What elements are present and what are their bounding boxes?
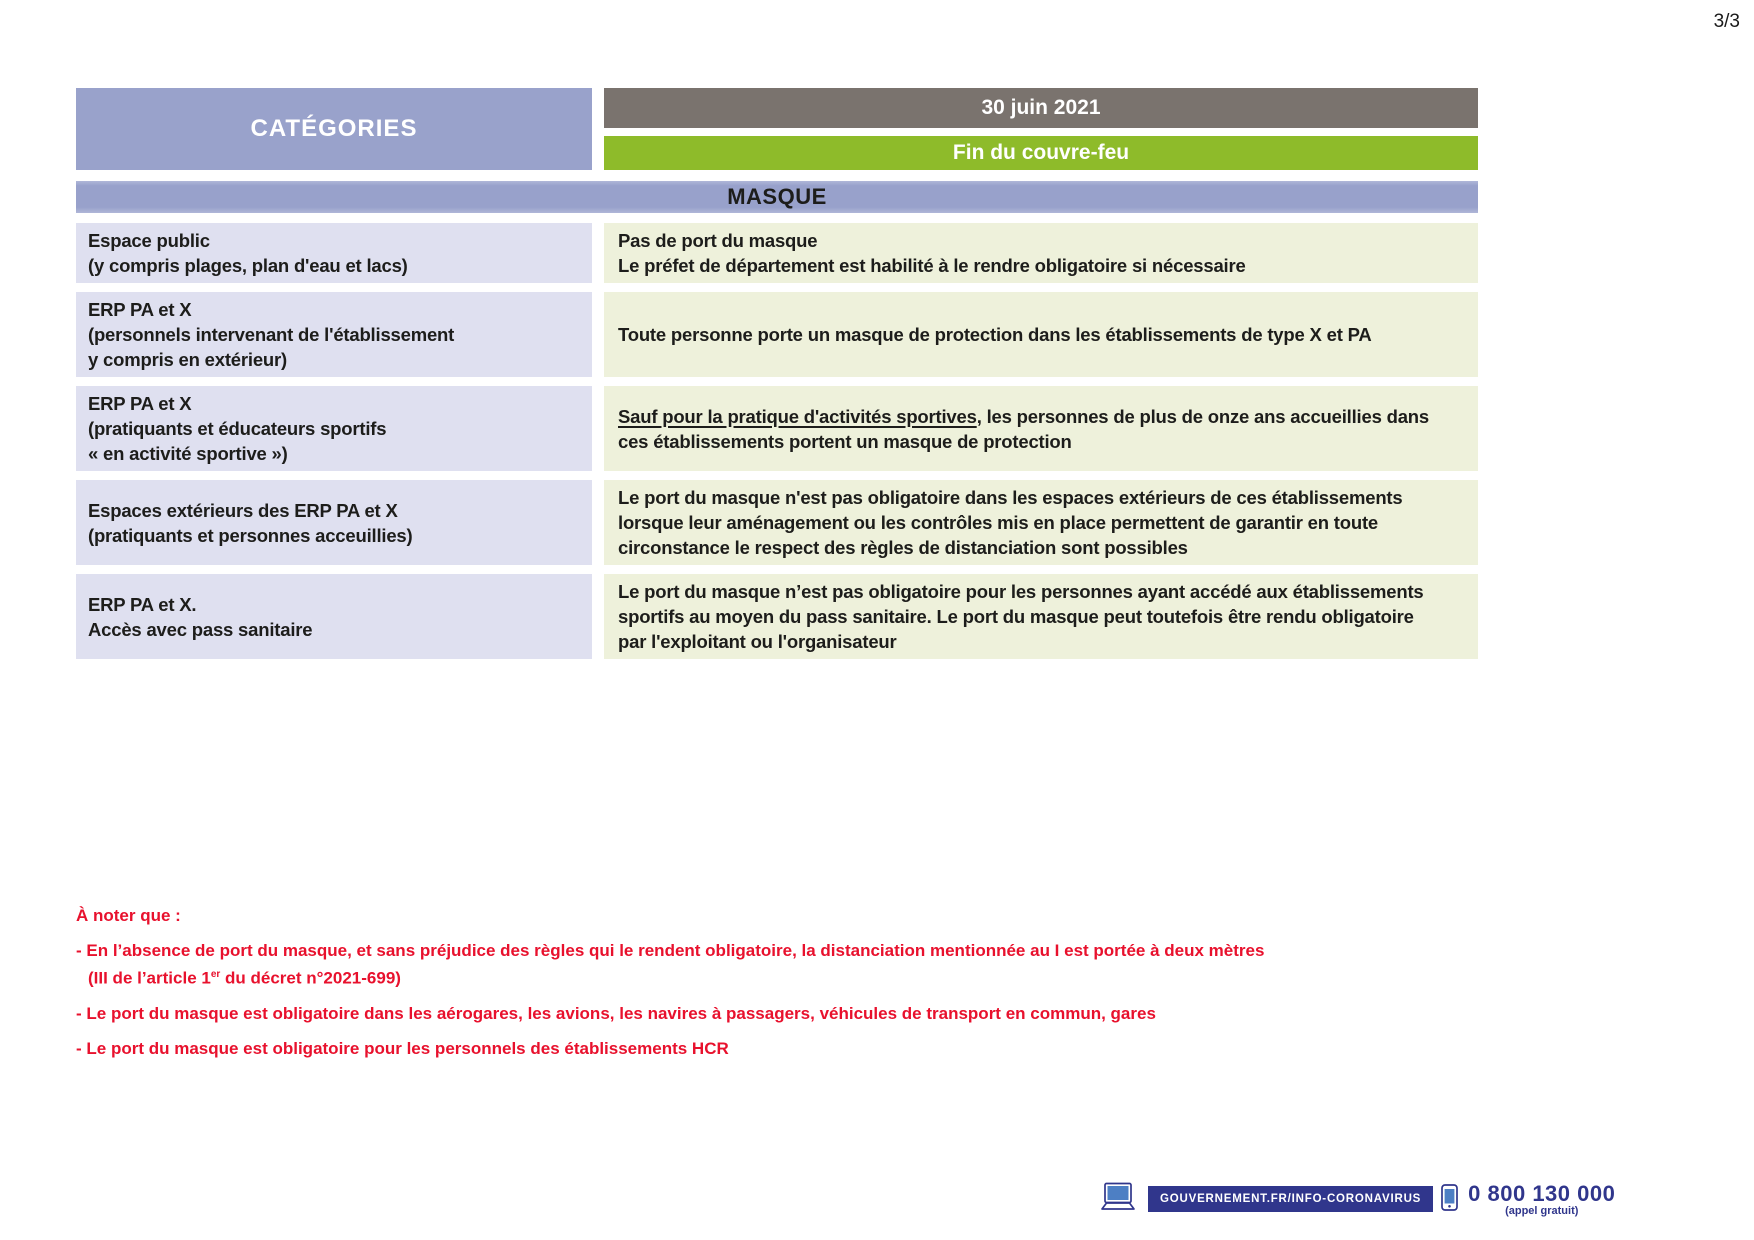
underlined-text: Sauf pour la pratique d'activités sportives [618,405,977,427]
table-row [76,574,1478,659]
category-line: (pratiquants et personnes acceuillies) [88,524,413,546]
category-cell [76,574,592,659]
phone-contact [1468,1182,1615,1217]
content-line: Le port du masque n'est pas obligatoire dans les espaces extérieurs de ces établissements [618,487,1403,508]
category-line: Accès avec pass sanitaire [88,618,313,640]
category-line: Espace public [88,230,210,251]
footnote-title: À noter que : [76,906,181,925]
footnote-line: - Le port du masque est obligatoire dans les aérogares, les avions, les navires à passagers, véhicules de transport en commun, gares [76,1003,1156,1023]
category-line: ERP PA et X [88,299,192,320]
content-line: Le port du masque n’est pas obligatoire pour les personnes ayant accédé aux établissements [618,581,1424,602]
table-row [76,292,1478,377]
category-line: ERP PA et X. [88,593,197,615]
footnote-line-reference [76,964,1416,990]
footnote-line: - En l’absence de port du masque, et sans préjudice des règles qui le rendent obligatoire, la distanciation mentionnée au I est portée à deux mètres [76,941,1265,960]
content-line: circonstance le respect des règles de distanciation sont possibles [618,537,1188,558]
content-cell [604,292,1478,377]
section-banner-masque: MASQUE [76,181,1478,213]
content-cell [604,386,1478,471]
category-cell [76,292,592,377]
table-row [76,223,1478,283]
content-line: sportifs au moyen du pass sanitaire. Le port du masque peut toutefois être rendu obligatoire [618,606,1414,627]
content-line: ces établissements portent un masque de protection [618,430,1072,452]
content-cell [604,574,1478,659]
date-header-group [604,88,1478,170]
phone-number: 0 800 130 000 [1468,1181,1616,1206]
date-header-cell: 30 juin 2021 [604,88,1478,128]
content-line [618,404,1470,429]
content-line: par l'exploitant ou l'organisateur [618,631,897,652]
category-line: (y compris plages, plan d'eau et lacs) [88,255,408,276]
content-line: Le préfet de département est habilité à le rendre obligatoire si nécessaire [618,255,1246,276]
table-row [76,480,1478,565]
curfew-status-cell: Fin du couvre-feu [604,136,1478,170]
laptop-icon [1096,1182,1140,1217]
footnote-line: - Le port du masque est obligatoire pour les personnels des établissements HCR [76,1038,729,1058]
category-cell [76,480,592,565]
footnotes [76,905,1416,1062]
category-line: Espaces extérieurs des ERP PA et X [88,499,398,521]
content-line: Pas de port du masque [618,230,818,251]
categories-header-cell: CATÉGORIES [76,88,592,170]
category-line: (personnels intervenant de l'établissement [88,324,455,345]
content-line: lorsque leur aménagement ou les contrôles mis en place permettent de garantir en toute [618,512,1378,533]
government-website-badge: GOUVERNEMENT.FR/INFO-CORONAVIRUS [1148,1186,1433,1212]
table-row [76,386,1478,471]
phone-note: (appel gratuit) [1505,1205,1579,1217]
category-line: (pratiquants et éducateurs sportifs [88,418,387,439]
content-cell [604,223,1478,283]
reference-text: (III de l’article 1 [88,968,211,988]
category-line: y compris en extérieur) [88,349,287,370]
mask-rules-table [76,88,1478,668]
content-line: Toute personne porte un masque de protection dans les établissements de type X et PA [618,324,1372,345]
table-header [76,88,1478,170]
reference-text: du décret n°2021-699) [220,968,401,988]
phone-icon [1441,1184,1458,1216]
content-text: , les personnes de plus de onze ans accueillies dans [976,405,1429,427]
government-footer [1096,1182,1615,1217]
content-cell [604,480,1478,565]
category-line: « en activité sportive ») [88,443,288,464]
category-line: ERP PA et X [88,393,192,414]
category-cell [76,223,592,283]
page-number: 3/3 [1713,11,1740,32]
category-cell [76,386,592,471]
reference-sup: er [210,969,221,980]
